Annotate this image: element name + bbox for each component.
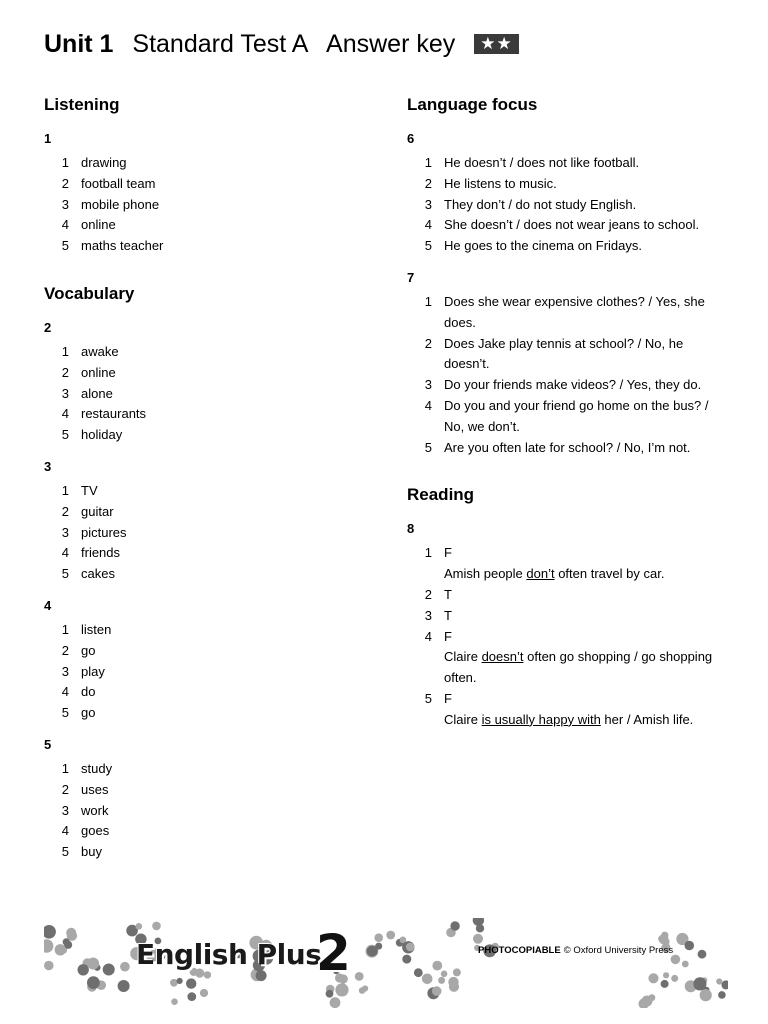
list-item [44,759,364,780]
item-number: 2 [61,503,69,519]
list-item [44,384,364,405]
item-number: 3 [61,385,69,401]
item-answer: T [444,607,452,623]
item-number: 4 [61,545,69,561]
pattern-dot [432,986,442,996]
exercise-number: 1 [44,131,52,146]
item-number: 3 [424,377,432,393]
item-answer: work [81,802,109,818]
item-number: 1 [424,155,432,170]
list-item [44,195,364,216]
pattern-dot [685,941,695,951]
pattern-dot [682,961,689,968]
list-item [44,502,364,523]
item-answer: cakes [81,566,115,582]
explanation-text: Claire [444,711,482,727]
item-number: 5 [61,705,69,721]
item-answer: awake [81,343,119,359]
answer-list [44,481,364,585]
list-item [407,334,727,376]
brand-name: English Plus [136,938,322,971]
item-number: 1 [61,155,69,170]
pattern-dot [87,976,100,989]
item-number: 3 [61,196,69,212]
explanation-text: Claire [444,649,482,665]
item-number: 4 [61,406,69,422]
copyright-notice [478,945,673,956]
photocopiable-label: PHOTOCOPIABLE [478,945,561,956]
item-number: 2 [61,175,69,191]
pattern-dot [335,983,348,996]
pattern-dot [186,978,196,988]
item-explanation [444,564,727,585]
pattern-dot [120,962,130,972]
list-item [44,153,364,174]
underlined-text: doesn’t [481,649,524,665]
item-number: 5 [424,439,432,455]
pattern-dot [438,977,445,984]
pattern-dot [432,961,442,971]
list-item [44,174,364,195]
list-item [407,689,727,731]
brand-logo [136,938,321,971]
item-explanation [444,710,727,731]
exercise-6 [407,130,727,257]
pattern-dot [355,972,364,981]
item-number: 1 [424,293,432,309]
item-answer: go [81,642,96,658]
right-column [407,94,727,743]
item-answer: She doesn’t / does not wear jeans to school. [444,217,700,233]
pattern-dot [716,978,722,984]
exercise-number: 4 [44,597,52,613]
pattern-dot [55,944,66,955]
language-focus-heading: Language focus [407,95,538,114]
item-number: 4 [61,823,69,839]
copyright-text: © Oxford University Press [563,945,674,956]
exercise-number: 5 [44,736,52,752]
pattern-dot [422,974,433,985]
pattern-dot [200,989,208,997]
pattern-dot [441,971,448,978]
pattern-dot [414,968,423,977]
test-name: Standard Test A [132,30,309,58]
item-number: 1 [61,343,69,359]
list-item [407,195,727,216]
item-number: 5 [61,427,69,443]
item-answer: Are you often late for school? / No, I’m not. [444,439,691,455]
pattern-dot [700,989,712,1001]
item-number: 3 [61,802,69,818]
exercise-3 [44,458,364,585]
footer [44,918,728,1008]
exercise-1 [44,130,364,257]
list-item [407,375,727,396]
exercise-5 [44,736,364,863]
list-item [44,215,364,236]
item-number: 3 [61,524,69,540]
pattern-dot [661,980,669,988]
list-item [44,703,364,724]
item-number: 5 [61,844,69,860]
list-item [44,363,364,384]
pattern-dot [44,925,56,939]
exercise-number: 3 [44,458,52,474]
list-item [44,682,364,703]
explanation-text: Amish people [444,566,527,582]
item-number: 5 [424,690,432,706]
list-item [407,543,727,585]
item-answer: holiday [81,427,123,443]
unit-label: Unit 1 [44,30,114,58]
pattern-dot [402,955,411,964]
item-number: 1 [61,760,69,776]
item-answer: uses [81,781,109,797]
item-number: 5 [61,238,69,254]
exercise-7 [407,269,727,458]
item-number: 3 [424,196,432,212]
pattern-dot [663,972,669,978]
left-column [44,94,364,875]
pattern-dot [671,955,681,965]
answer-list [44,153,364,257]
pattern-dot [671,975,678,982]
item-answer: play [81,663,105,679]
list-item [44,543,364,564]
item-number: 3 [424,607,432,623]
pattern-dot [330,997,341,1008]
list-item [44,780,364,801]
explanation-text: her / Amish life. [600,711,694,727]
item-answer: restaurants [81,406,147,422]
list-item [407,585,727,606]
pattern-dot [450,921,459,930]
pattern-dot [136,923,143,930]
item-number: 2 [424,335,432,351]
item-answer: T [444,586,452,602]
pattern-dot [448,977,458,987]
item-number: 2 [424,586,432,602]
answer-list [407,292,727,458]
item-answer: friends [81,545,121,561]
item-number: 1 [61,482,69,498]
item-answer: mobile phone [81,196,160,212]
item-number: 4 [61,684,69,700]
list-item [407,627,727,689]
pattern-dot [473,934,483,944]
listening-heading: Listening [44,95,120,114]
pattern-dot [204,971,211,978]
pattern-dot [44,961,54,971]
list-item [44,842,364,863]
pattern-dot [256,970,267,981]
list-item [407,606,727,627]
pattern-dot [177,978,183,984]
item-answer: alone [81,385,113,401]
item-explanation [444,647,727,689]
exercise-8 [407,520,727,730]
item-answer: They don’t / do not study English. [444,196,637,212]
item-answer: F [444,690,452,706]
item-answer: F [444,545,452,561]
item-answer: do [81,684,96,700]
pattern-dot [152,922,161,931]
item-answer: online [81,217,116,233]
item-answer: listen [81,621,112,637]
item-answer: TV [81,482,98,498]
item-answer: buy [81,844,102,860]
item-answer: Do you and your friend go home on the bus? / No, we don’t. [444,397,709,434]
list-item [407,438,727,459]
item-answer: F [444,628,452,644]
pattern-dot [473,918,484,926]
list-item [44,821,364,842]
item-answer: football team [81,175,156,191]
list-item [407,396,727,438]
pattern-dot [698,950,707,959]
item-number: 2 [61,642,69,658]
answer-list [44,759,364,863]
pattern-dot [103,964,115,976]
vocabulary-heading: Vocabulary [44,283,135,303]
answer-list [44,620,364,724]
pattern-dot [406,943,415,952]
exercise-4 [44,597,364,724]
pattern-dot [642,996,653,1007]
pattern-dot [78,964,89,975]
item-answer: Do your friends make videos? / Yes, they do. [444,377,702,393]
list-item [407,292,727,334]
item-answer: Does she wear expensive clothes? / Yes, she does. [444,293,705,330]
list-item [44,236,364,257]
pattern-dot [359,987,366,994]
list-item [44,481,364,502]
underlined-text: is usually happy with [481,711,601,727]
item-answer: guitar [81,503,114,519]
pattern-dot [118,980,130,992]
pattern-dot [63,938,70,945]
item-answer: maths teacher [81,238,164,254]
exercise-number: 7 [407,269,415,285]
item-answer: goes [81,823,110,839]
pattern-dot [648,973,658,983]
pattern-dot [375,943,382,950]
pattern-dot [453,968,461,976]
list-item [44,425,364,446]
item-answer: He listens to music. [444,175,557,191]
pattern-dot [386,931,395,940]
pattern-dot [171,998,178,1005]
item-number: 5 [424,238,432,254]
explanation-text: often travel by car. [554,566,665,582]
list-item [44,342,364,363]
item-number: 4 [424,397,432,413]
item-answer: online [81,364,116,380]
pattern-dot [87,958,99,970]
answer-list [407,153,727,257]
exercise-number: 6 [407,131,415,146]
list-item [44,641,364,662]
item-answer: He doesn’t / does not like football. [444,155,640,170]
list-item [407,174,727,195]
item-answer: go [81,705,96,721]
list-item [44,404,364,425]
item-answer: Does Jake play tennis at school? / No, he doesn’t. [444,335,684,372]
pattern-dot [374,933,383,942]
list-item [44,801,364,822]
item-answer: He goes to the cinema on Fridays. [444,238,642,254]
item-number: 4 [424,217,432,233]
item-number: 4 [424,628,432,644]
item-number: 5 [61,566,69,582]
difficulty-stars-badge: ★★ [474,34,518,54]
pattern-dot [44,939,53,953]
brand-level-number: 2 [316,924,351,982]
item-number: 2 [61,781,69,797]
item-number: 1 [61,621,69,637]
item-answer: pictures [81,524,127,540]
item-number: 3 [61,663,69,679]
page-title [44,30,519,59]
underlined-text: don’t [526,566,555,582]
list-item [407,236,727,257]
list-item [44,564,364,585]
answer-list [44,342,364,446]
list-item [44,523,364,544]
pattern-dot [693,977,706,990]
pattern-dot [326,990,334,998]
exercise-number: 8 [407,521,415,537]
item-answer: study [81,760,113,776]
reading-heading: Reading [407,485,475,505]
explanation-text: often go shopping / go shopping often. [444,649,713,686]
item-number: 4 [61,217,69,233]
item-number: 2 [424,175,432,191]
answer-key-label: Answer key [326,30,456,58]
pattern-dot [661,932,668,939]
list-item [44,620,364,641]
list-item [407,153,727,174]
exercise-number: 2 [44,319,52,335]
list-item [44,662,364,683]
item-number: 1 [424,545,432,561]
item-number: 2 [61,364,69,380]
item-answer: drawing [81,155,127,170]
pattern-dot [721,980,728,989]
pattern-dot [718,991,726,999]
pattern-dot [187,992,196,1001]
exercise-2 [44,319,364,446]
list-item [407,215,727,236]
